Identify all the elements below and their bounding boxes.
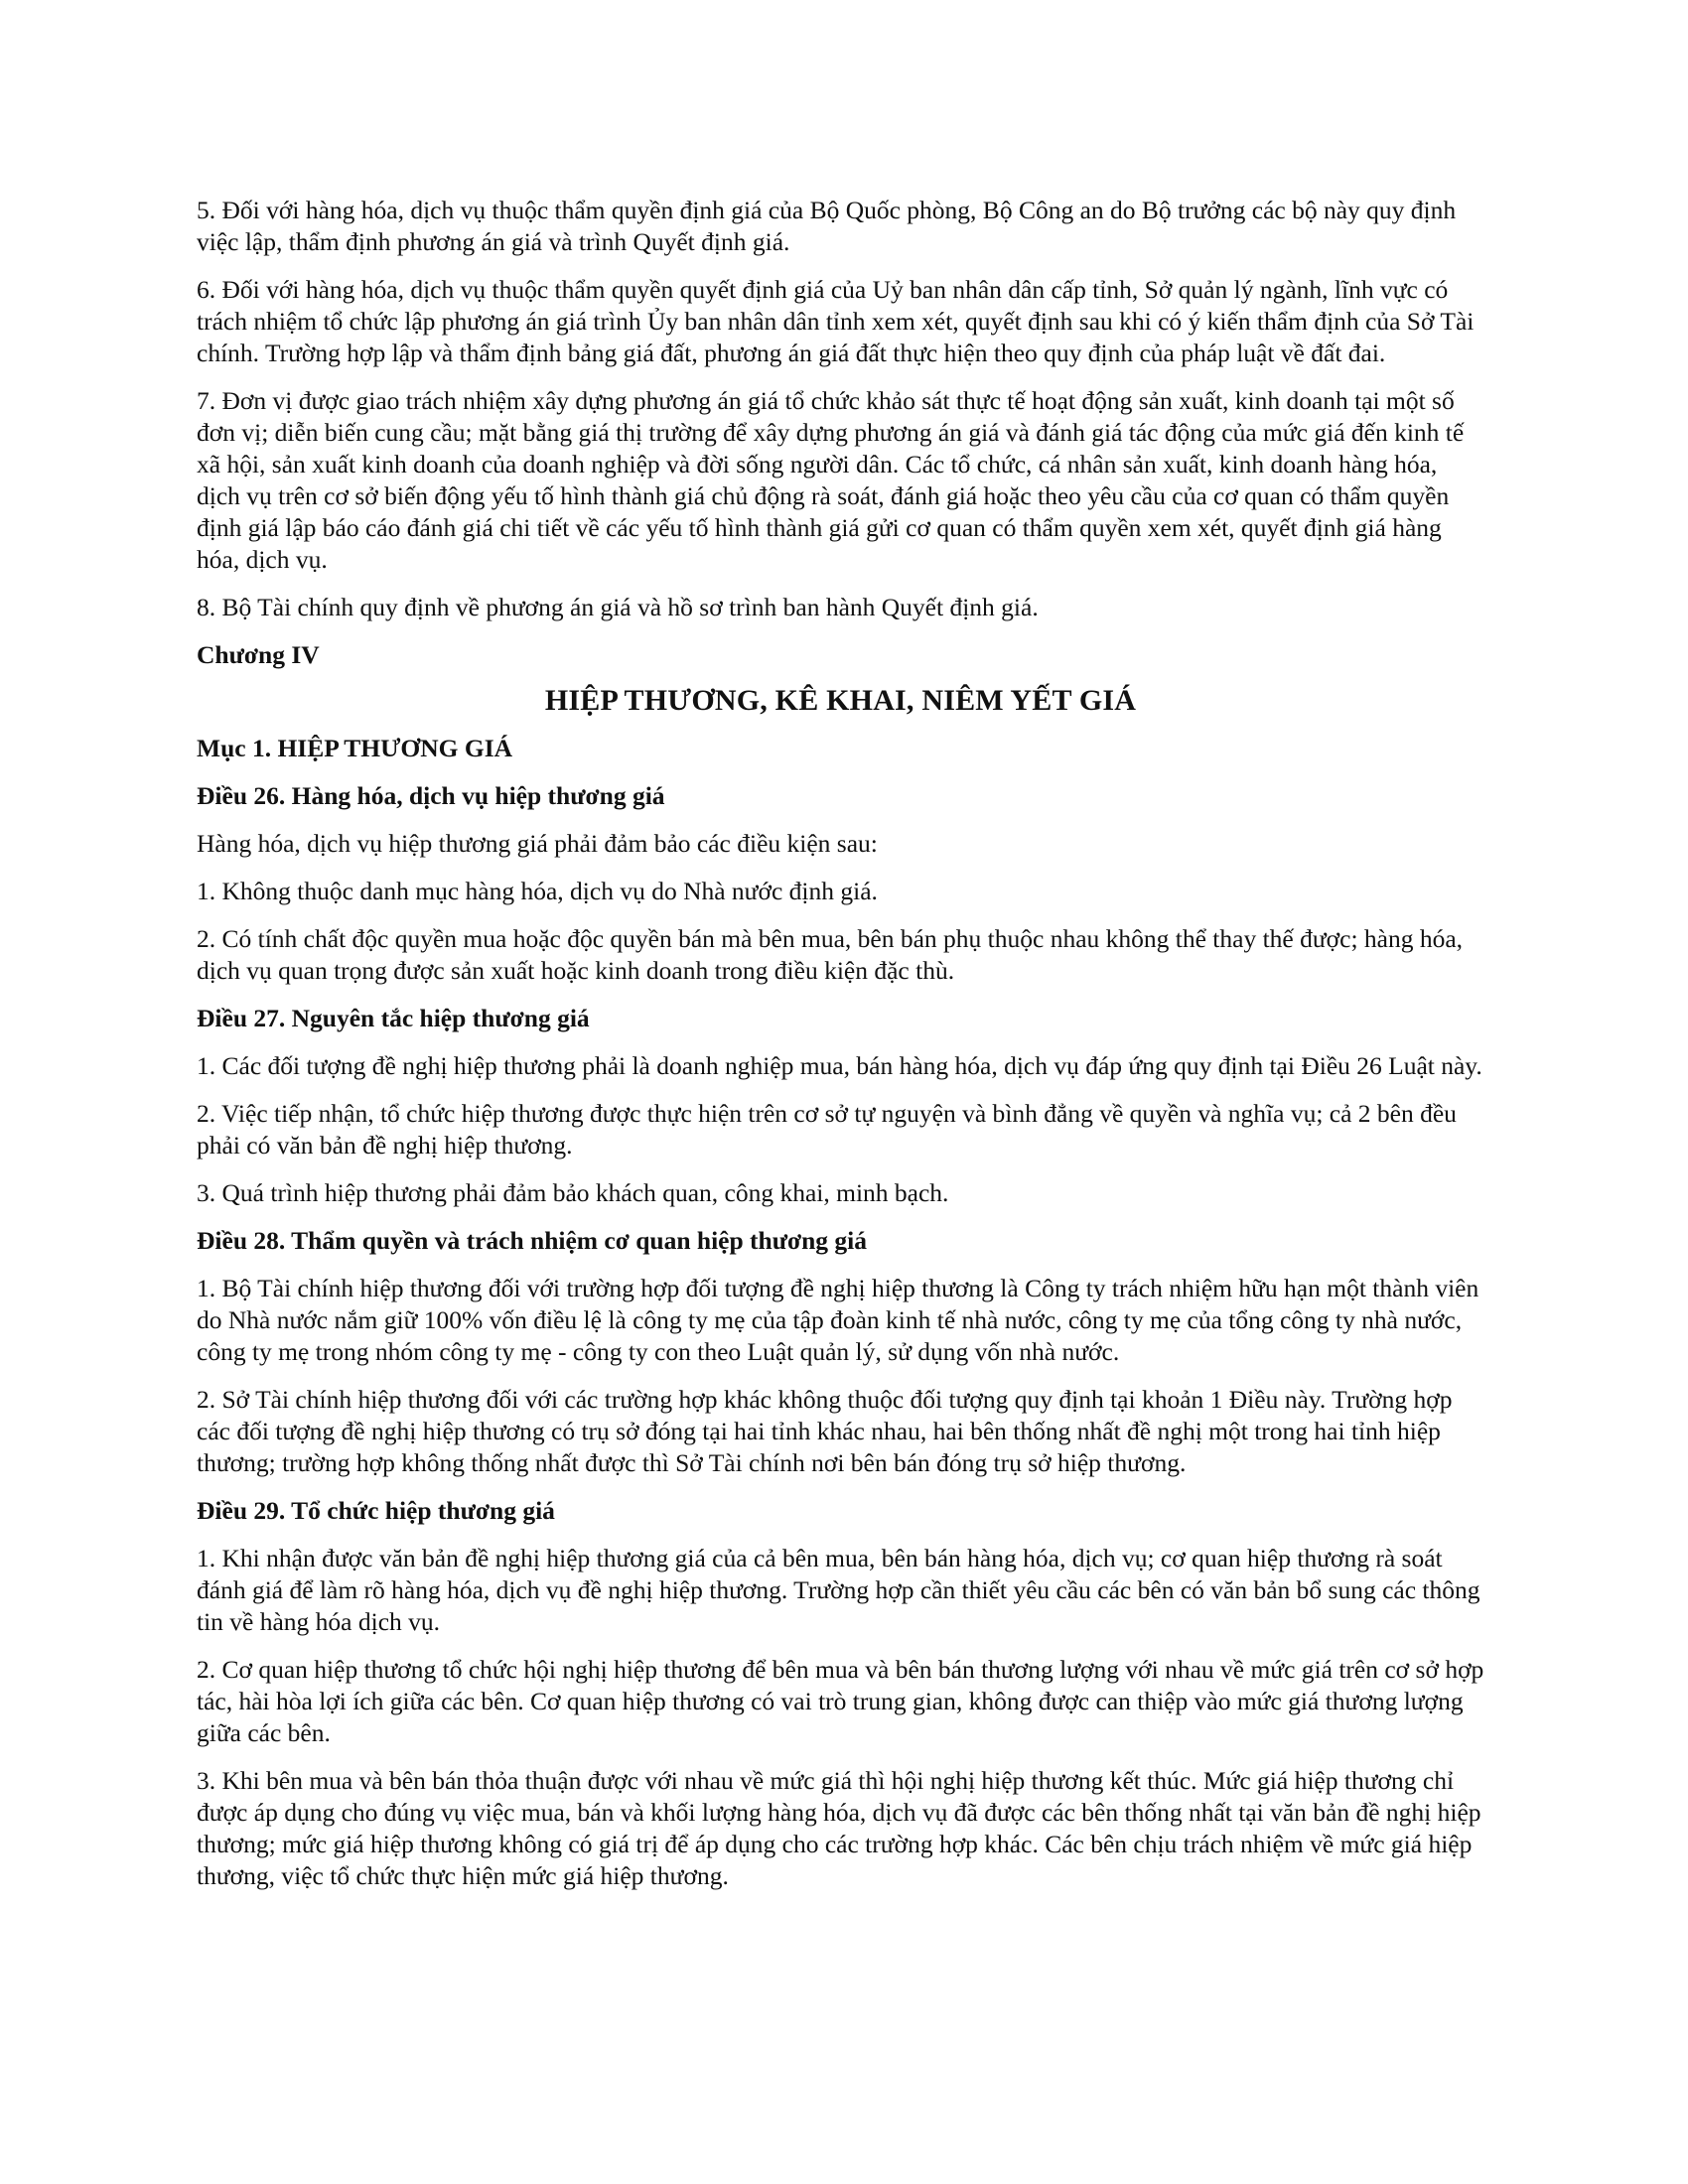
article-27-heading: Điều 27. Nguyên tắc hiệp thương giá (197, 1004, 590, 1032)
article-28-heading: Điều 28. Thẩm quyền và trách nhiệm cơ quan hiệp thương giá (197, 1226, 868, 1255)
article-29-item-1: 1. Khi nhận được văn bản đề nghị hiệp thương giá của cả bên mua, bên bán hàng hóa, dịch vụ; cơ quan hiệp thương rà soát đánh giá để làm rõ hàng hóa, dịch vụ đề nghị hiệp thương. Trường hợp cần thiết yêu cầu các bên có văn bản bổ sung các thông tin về hàng hóa dịch vụ. (197, 1544, 1480, 1636)
article-26-item-1: 1. Không thuộc danh mục hàng hóa, dịch vụ do Nhà nước định giá. (197, 877, 878, 905)
article-26-item-2: 2. Có tính chất độc quyền mua hoặc độc quyền bán mà bên mua, bên bán phụ thuộc nhau không thể thay thế được; hàng hóa, dịch vụ quan trọng được sản xuất hoặc kinh doanh trong điều kiện đặc thù. (197, 924, 1464, 985)
article-28-item-2: 2. Sở Tài chính hiệp thương đối với các trường hợp khác không thuộc đối tượng quy định tại khoản 1 Điều này. Trường hợp các đối tượng đề nghị hiệp thương có trụ sở đóng tại hai tỉnh khác nhau, hai bên thống nhất đề nghị một trong hai tỉnh hiệp thương; trường hợp không thống nhất được thì Sở Tài chính nơi bên bán đóng trụ sở hiệp thương. (197, 1385, 1453, 1477)
article-29-item-2: 2. Cơ quan hiệp thương tổ chức hội nghị hiệp thương để bên mua và bên bán thương lượng với nhau về mức giá trên cơ sở hợp tác, hài hòa lợi ích giữa các bên. Cơ quan hiệp thương có vai trò trung gian, không được can thiệp vào mức giá thương lượng giữa các bên. (197, 1655, 1484, 1747)
paragraph-6: 6. Đối với hàng hóa, dịch vụ thuộc thẩm quyền quyết định giá của Uỷ ban nhân dân cấp tỉnh, Sở quản lý ngành, lĩnh vực có trách nhiệm tổ chức lập phương án giá trình Ủy ban nhân dân tỉnh xem xét, quyết định sau khi có ý kiến thẩm định của Sở Tài chính. Trường hợp lập và thẩm định bảng giá đất, phương án giá đất thực hiện theo quy định của pháp luật về đất đai. (197, 275, 1475, 367)
article-27-item-1: 1. Các đối tượng đề nghị hiệp thương phải là doanh nghiệp mua, bán hàng hóa, dịch vụ đáp ứng quy định tại Điều 26 Luật này. (197, 1051, 1482, 1080)
chapter-label: Chương IV (197, 640, 320, 669)
article-26-intro: Hàng hóa, dịch vụ hiệp thương giá phải đảm bảo các điều kiện sau: (197, 829, 878, 858)
article-27-item-2: 2. Việc tiếp nhận, tổ chức hiệp thương được thực hiện trên cơ sở tự nguyện và bình đẳng về quyền và nghĩa vụ; cả 2 bên đều phải có văn bản đề nghị hiệp thương. (197, 1099, 1457, 1160)
article-28-item-1: 1. Bộ Tài chính hiệp thương đối với trường hợp đối tượng đề nghị hiệp thương là Công ty trách nhiệm hữu hạn một thành viên do Nhà nước nắm giữ 100% vốn điều lệ là công ty mẹ của tập đoàn kinh tế nhà nước, công ty mẹ của tổng công ty nhà nước, công ty mẹ trong nhóm công ty mẹ - công ty con theo Luật quản lý, sử dụng vốn nhà nước. (197, 1274, 1479, 1366)
chapter-title: HIỆP THƯƠNG, KÊ KHAI, NIÊM YẾT GIÁ (544, 684, 1137, 717)
article-29-item-3: 3. Khi bên mua và bên bán thỏa thuận được với nhau về mức giá thì hội nghị hiệp thương kết thúc. Mức giá hiệp thương chỉ được áp dụng cho đúng vụ việc mua, bán và khối lượng hàng hóa, dịch vụ đã được các bên thống nhất tại văn bản đề nghị hiệp thương; mức giá hiệp thương không có giá trị để áp dụng cho các trường hợp khác. Các bên chịu trách nhiệm về mức giá hiệp thương, việc tổ chức thực hiện mức giá hiệp thương. (197, 1766, 1481, 1890)
article-26-heading: Điều 26. Hàng hóa, dịch vụ hiệp thương giá (197, 781, 665, 810)
article-29-heading: Điều 29. Tổ chức hiệp thương giá (197, 1496, 555, 1525)
paragraph-5: 5. Đối với hàng hóa, dịch vụ thuộc thẩm quyền định giá của Bộ Quốc phòng, Bộ Công an do Bộ trưởng các bộ này quy định việc lập, thẩm định phương án giá và trình Quyết định giá. (197, 196, 1457, 256)
paragraph-7: 7. Đơn vị được giao trách nhiệm xây dựng phương án giá tổ chức khảo sát thực tế hoạt động sản xuất, kinh doanh tại một số đơn vị; diễn biến cung cầu; mặt bằng giá thị trường để xây dựng phương án giá và đánh giá tác động của mức giá đến kinh tế xã hội, sản xuất kinh doanh của doanh nghiệp và đời sống người dân. Các tổ chức, cá nhân sản xuất, kinh doanh hàng hóa, dịch vụ trên cơ sở biến động yếu tố hình thành giá chủ động rà soát, đánh giá hoặc theo yêu cầu của cơ quan có thẩm quyền định giá lập báo cáo đánh giá chi tiết về các yếu tố hình thành giá gửi cơ quan có thẩm quyền xem xét, quyết định giá hàng hóa, dịch vụ. (197, 386, 1465, 574)
paragraph-8: 8. Bộ Tài chính quy định về phương án giá và hồ sơ trình ban hành Quyết định giá. (197, 593, 1039, 621)
section-heading: Mục 1. HIỆP THƯƠNG GIÁ (197, 734, 513, 762)
article-27-item-3: 3. Quá trình hiệp thương phải đảm bảo khách quan, công khai, minh bạch. (197, 1178, 949, 1207)
